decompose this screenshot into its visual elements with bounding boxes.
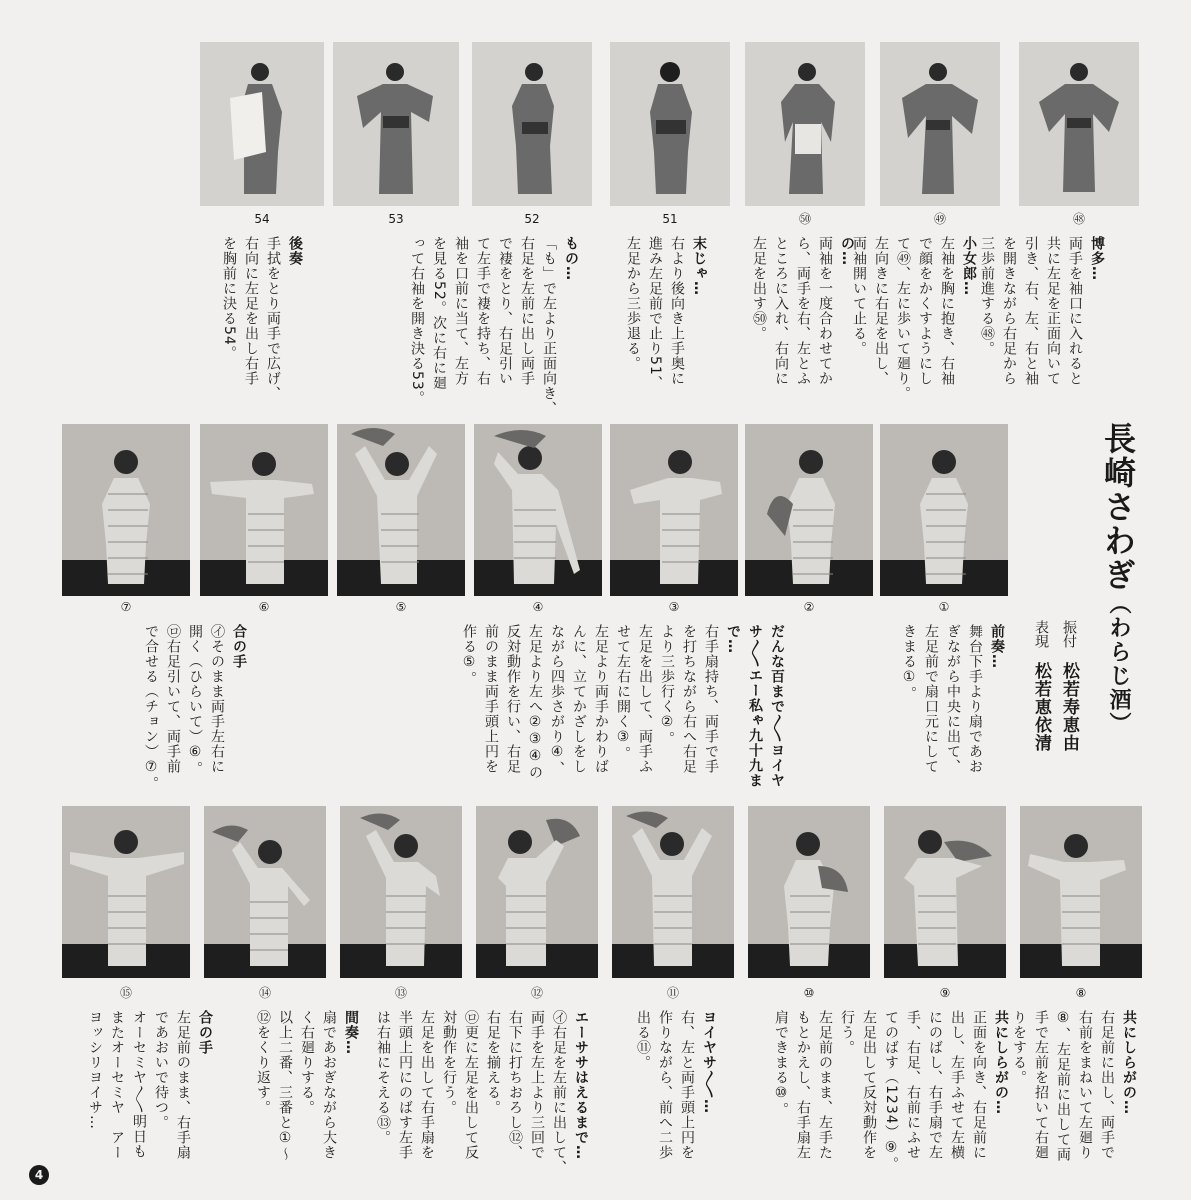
- figure-number: ④: [532, 600, 544, 614]
- step-line: せて左右に開く③。: [615, 624, 631, 761]
- title-sub: （わらじ酒）: [1106, 592, 1131, 736]
- photo-15: [62, 806, 190, 978]
- step-line: 右より後向き上手奥に: [669, 236, 685, 386]
- step-line: 以上二番、三番と①～: [277, 1010, 293, 1162]
- step-heading: 小女郎…: [961, 236, 977, 296]
- dancer-photo: [610, 424, 738, 596]
- step-line: 進み左足前で止り51、: [647, 236, 663, 391]
- dancer-photo: [1020, 806, 1142, 978]
- step-line: 両袖を一度合わせてか: [817, 236, 833, 386]
- step-line: りをする。: [1011, 1010, 1027, 1085]
- step-line: 右足前に出し、両手で: [1099, 1010, 1115, 1160]
- step-tomoni-1: [1008, 1010, 1140, 1190]
- step-line: きまる①。: [901, 624, 917, 701]
- figure-number: ⑬: [394, 986, 407, 1000]
- step-line: 肩できまる⑩。: [773, 1010, 789, 1117]
- step-line: 右前をまねいて左廻り: [1077, 1010, 1093, 1160]
- credit-choreography: [1058, 620, 1080, 752]
- step-line: ところに入れ、右向に: [773, 236, 789, 386]
- photo-48: [1019, 42, 1139, 206]
- dancer-photo: [474, 424, 602, 596]
- figure-number: ㊽: [1072, 212, 1085, 226]
- step-heading: 前奏…: [989, 624, 1005, 669]
- step-line: 右下に打ちおろし⑫、: [507, 1010, 523, 1160]
- step-heading: 間奏…: [343, 1010, 359, 1055]
- step-line: 共に左足を正面向いて: [1045, 236, 1061, 386]
- figure-number: 54: [254, 212, 270, 226]
- step-line: 左足から三歩退る。: [625, 236, 641, 371]
- step-line: んに、立てかざしをし: [571, 624, 587, 774]
- page-number: 4: [29, 1165, 49, 1185]
- step-line: ㋺更に左足を出して反: [463, 1010, 479, 1160]
- dancer-photo: [340, 806, 462, 978]
- title-main: 長崎さわぎ: [1099, 422, 1137, 592]
- photo-9: [884, 806, 1006, 978]
- step-line: 両手を袖口に入れると: [1067, 236, 1083, 386]
- step-line: ㋑右足を左前に出して、: [551, 1010, 567, 1175]
- dancer-photo: [884, 806, 1006, 978]
- step-line: ⑫をくり返す。: [255, 1010, 271, 1115]
- step-line: 扇であおぎながら大き: [321, 1010, 337, 1160]
- credit-performer: [1030, 620, 1052, 752]
- step-line: 右、左と両手頭上円を: [679, 1010, 695, 1160]
- figure-number: ⑥: [258, 600, 270, 614]
- step-line: で合せる（チョン）⑦。: [143, 624, 159, 791]
- step-line: で顔をかくすようにし: [917, 236, 933, 386]
- figure-number: ⑮: [119, 986, 132, 1000]
- step-line: 左袖を胸に抱き、右袖: [939, 236, 955, 386]
- step-danna: [458, 624, 788, 794]
- photo-10: [748, 806, 870, 978]
- step-line: 左向きに右足を出し、: [873, 236, 889, 386]
- step-line: 右足を左前に出し両手: [519, 236, 535, 386]
- step-heading: の…: [839, 236, 855, 266]
- dancer-photo: [745, 42, 865, 206]
- photo-5: [337, 424, 465, 596]
- step-line: 手拭をとり両手で広げ、: [265, 236, 281, 401]
- step-line: 前のまま両手頭上円を: [483, 624, 499, 774]
- step-ainote-2: [84, 1010, 216, 1190]
- step-line: オーセミヤ〳〵明日も: [131, 1010, 147, 1159]
- dancer-photo: [476, 806, 598, 978]
- dancer-photo: [610, 42, 730, 206]
- step-yoiyasa: [632, 1010, 720, 1190]
- step-line: 出る⑪。: [635, 1010, 651, 1070]
- photo-51: [610, 42, 730, 206]
- page-title: [1098, 422, 1138, 736]
- step-line: 対動作を行う。: [441, 1010, 457, 1115]
- step-line: 作りながら、前へ二歩: [657, 1010, 673, 1160]
- step-line: は右袖にそえる⑬。: [375, 1010, 391, 1145]
- step-line: ⑧、左足前に出して両: [1055, 1010, 1071, 1162]
- step-kanso: [252, 1010, 362, 1190]
- dancer-photo: [333, 42, 459, 206]
- credit-role: 表現: [1033, 620, 1049, 648]
- dancer-photo: [880, 424, 1008, 596]
- step-line: 正面を向き、右足前に: [971, 1010, 987, 1160]
- credit-name: 松若寿恵由: [1059, 662, 1079, 752]
- step-line: ぎながら中央に出て、: [945, 624, 961, 774]
- step-line: ㋑そのまま両手左右に: [209, 624, 225, 774]
- figure-number: ⑪: [666, 986, 679, 1000]
- dancer-photo: [62, 806, 190, 978]
- photo-3: [610, 424, 738, 596]
- figure-number: ⑧: [1075, 986, 1087, 1000]
- step-line: 右足を揃える。: [485, 1010, 501, 1115]
- figure-number: ⑩: [803, 986, 815, 1000]
- step-line: 行う。: [839, 1010, 855, 1055]
- dancer-photo: [337, 424, 465, 596]
- photo-13: [340, 806, 462, 978]
- photo-8: [1020, 806, 1142, 978]
- step-line: 開く（ひらいて）⑥。: [187, 624, 203, 776]
- step-line: 作る⑤。: [461, 624, 477, 686]
- step-heading: ヨイヤサ〳〵…: [701, 1010, 717, 1114]
- step-heading: 後奏: [287, 236, 303, 266]
- step-line: 反対動作を行い、右足: [505, 624, 521, 774]
- figure-number: ⑤: [395, 600, 407, 614]
- figure-number: ㊾: [933, 212, 946, 226]
- step-heading: 合の手: [231, 624, 247, 669]
- step-line: ヨッシリヨイサ…: [87, 1010, 103, 1130]
- step-line: を打ちながら右へ右足: [681, 624, 697, 774]
- step-line: ㋺右足引いて、両手前: [165, 624, 181, 774]
- photo-2: [745, 424, 873, 596]
- photo-6: [200, 424, 328, 596]
- photo-50: [745, 42, 865, 206]
- step-esasa: [372, 1010, 592, 1190]
- step-line: 引き、右、左、右と袖: [1023, 236, 1039, 386]
- figure-number: ㊿: [798, 212, 811, 226]
- photo-1: [880, 424, 1008, 596]
- photo-11: [612, 806, 734, 978]
- step-heading: 合の手: [197, 1010, 213, 1055]
- step-heading: 共にしらがの…: [993, 1010, 1009, 1115]
- photo-4: [474, 424, 602, 596]
- step-line: より三歩行く②。: [659, 624, 675, 746]
- step-line: 左足前で扇口元にして: [923, 624, 939, 774]
- figure-number: ⑭: [258, 986, 271, 1000]
- figure-number: ⑨: [939, 986, 951, 1000]
- step-line: ながら四歩さがり④、: [549, 624, 565, 776]
- step-heading: 博多…: [1089, 236, 1105, 281]
- step-line: 左足を出して、両手ふ: [637, 624, 653, 774]
- step-line: って右袖を開き決る53。: [409, 236, 425, 406]
- step-line: 出し、左手ふせて左横: [949, 1010, 965, 1160]
- step-line: 両手を左上より三回で: [529, 1010, 545, 1160]
- step-maeso: [898, 624, 1008, 794]
- figure-number: ②: [803, 600, 815, 614]
- photo-54: [200, 42, 324, 206]
- figure-number: ③: [668, 600, 680, 614]
- step-line: 左足出して反対動作を: [861, 1010, 877, 1160]
- dancer-photo: [200, 42, 324, 206]
- step-line: 両袖開いて止る。: [851, 236, 867, 356]
- step-heading: 共にしらがの…: [1121, 1010, 1137, 1115]
- step-line: もとかえし、右手扇左: [795, 1010, 811, 1160]
- step-line: 手で左前を招いて右廻: [1033, 1010, 1049, 1160]
- step-ainote-1: [140, 624, 250, 794]
- dancer-photo: [204, 806, 326, 978]
- dancer-photo: [880, 42, 1000, 206]
- photo-52: [472, 42, 592, 206]
- step-line: にのばし、右手扇で左: [927, 1010, 943, 1160]
- credit-role: 振付: [1061, 620, 1077, 648]
- step-line: 袖を口前に当て、左方: [453, 236, 469, 386]
- photo-49: [880, 42, 1000, 206]
- step-line: 左足前のまま、右手扇: [175, 1010, 191, 1160]
- photo-53: [333, 42, 459, 206]
- figure-number: 52: [524, 212, 540, 226]
- step-heading: もの…: [563, 236, 579, 281]
- step-line: 左足より両手かわりば: [593, 624, 609, 774]
- step-line: 手、右足、右前にふせ: [905, 1010, 921, 1160]
- step-line: 左足より左へ②③④の: [527, 624, 543, 780]
- figure-number: ①: [938, 600, 950, 614]
- dancer-photo: [745, 424, 873, 596]
- step-line: を開きながら右足から: [1001, 236, 1017, 386]
- step-heading: 末じゃ…: [691, 236, 707, 296]
- step-line: で褄をとり、右足引い: [497, 236, 513, 386]
- step-line: ら、両手を右、左とふ: [795, 236, 811, 386]
- dancer-photo: [472, 42, 592, 206]
- step-line: てのばす（1234）⑨。: [883, 1010, 899, 1172]
- step-heading: エーササはえるまで…: [573, 1010, 589, 1160]
- photo-12: [476, 806, 598, 978]
- step-line: を胸前に決る54。: [221, 236, 237, 361]
- step-heading: だんな百まで〳〵ヨイヤサ〳〵エー私ゃ九十九まで…: [725, 624, 785, 788]
- dancer-photo: [612, 806, 734, 978]
- step-line: 左足前のまま、左手た: [817, 1010, 833, 1160]
- dancer-photo: [200, 424, 328, 596]
- figure-number: ⑫: [530, 986, 543, 1000]
- step-line: て㊾、左に歩いて廻り。: [895, 236, 911, 401]
- photo-14: [204, 806, 326, 978]
- step-line: て左手で褄を持ち、右: [475, 236, 491, 386]
- step-line: を見る52。次に右に廻: [431, 236, 447, 391]
- dancer-photo: [748, 806, 870, 978]
- step-line: 右向に左足を出し右手: [243, 236, 259, 386]
- step-line: 舞台下手より扇であお: [967, 624, 983, 774]
- dancer-photo: [1019, 42, 1139, 206]
- step-line: く右廻りする。: [299, 1010, 315, 1115]
- dancer-photo: [62, 424, 190, 596]
- step-line: 半頭上円にのばす左手: [397, 1010, 413, 1160]
- step-line: 左足を出して右手扇を: [419, 1010, 435, 1160]
- figure-number: 53: [388, 212, 404, 226]
- figure-number: 51: [662, 212, 678, 226]
- step-line: であおいで待つ。: [153, 1010, 169, 1130]
- step-line: 左足を出す㊿。: [751, 236, 767, 341]
- step-line: 「も」で左より正面向き、: [541, 236, 557, 416]
- step-line: 三歩前進する㊽。: [979, 236, 995, 356]
- photo-7: [62, 424, 190, 596]
- credit-name: 松若恵依清: [1031, 662, 1051, 752]
- figure-number: ⑦: [120, 600, 132, 614]
- step-tomoni-2: [770, 1010, 1012, 1190]
- step-line: またオーセミヤ アー: [109, 1010, 125, 1160]
- step-line: 右手扇持ち、両手で手: [703, 624, 719, 774]
